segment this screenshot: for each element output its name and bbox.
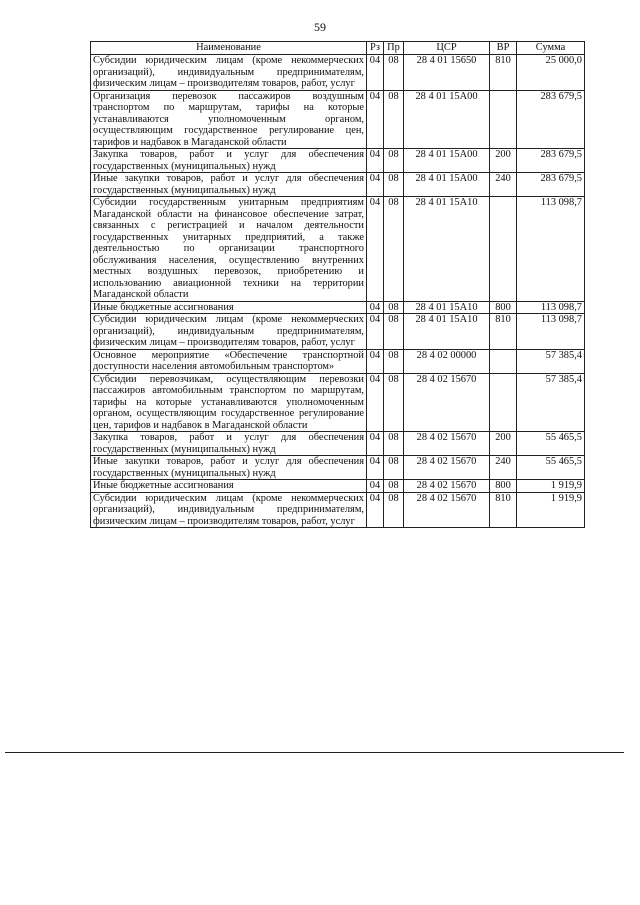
table-row: [91, 90, 585, 149]
row-pr: 08: [384, 349, 404, 373]
row-vr: 240: [490, 173, 517, 197]
row-sum: 55 465,5: [517, 432, 585, 456]
row-vr: 810: [490, 314, 517, 350]
row-name: Субсидии юридическим лицам (кроме некоммерческих организаций), индивидуальным предпринимателям, физическим лицам – производителям товаров, работ, услуг: [91, 55, 367, 91]
row-pr: 08: [384, 55, 404, 91]
row-rz: 04: [367, 432, 384, 456]
row-sum: 113 098,7: [517, 197, 585, 302]
row-name: Субсидии перевозчикам, осуществляющим перевозки пассажиров автомобильным транспортом по маршрутам, тарифы на которые устанавливаются уполномоченным органом, осуществляющим государственное регулирование цен, тарифов и надбавок в Магаданской области: [91, 373, 367, 432]
header-rz: Рз: [367, 42, 384, 55]
row-sum: 57 385,4: [517, 373, 585, 432]
row-sum: 283 679,5: [517, 149, 585, 173]
row-vr: 200: [490, 432, 517, 456]
row-vr: 810: [490, 55, 517, 91]
row-pr: 08: [384, 480, 404, 493]
row-pr: 08: [384, 173, 404, 197]
row-vr: 800: [490, 301, 517, 314]
row-sum: 283 679,5: [517, 90, 585, 149]
row-csr: 28 4 01 15А10: [404, 197, 490, 302]
row-csr: 28 4 02 15670: [404, 492, 490, 528]
header-vr: ВР: [490, 42, 517, 55]
table-row: [91, 173, 585, 197]
row-rz: 04: [367, 373, 384, 432]
row-sum: 1 919,9: [517, 480, 585, 493]
row-csr: 28 4 01 15А00: [404, 149, 490, 173]
row-rz: 04: [367, 55, 384, 91]
row-sum: 55 465,5: [517, 456, 585, 480]
table-row: [91, 314, 585, 350]
row-sum: 25 000,0: [517, 55, 585, 91]
row-pr: 08: [384, 90, 404, 149]
row-pr: 08: [384, 432, 404, 456]
row-sum: 283 679,5: [517, 173, 585, 197]
row-name: Субсидии юридическим лицам (кроме некоммерческих организаций), индивидуальным предпринимателям, физическим лицам – производителям товаров, работ, услуг: [91, 492, 367, 528]
row-rz: 04: [367, 301, 384, 314]
row-rz: 04: [367, 90, 384, 149]
table-row: [91, 432, 585, 456]
table-row: [91, 197, 585, 302]
row-sum: 113 098,7: [517, 314, 585, 350]
row-csr: 28 4 01 15А00: [404, 173, 490, 197]
row-name: Иные закупки товаров, работ и услуг для обеспечения государственных (муниципальных) нужд: [91, 173, 367, 197]
row-name: Иные бюджетные ассигнования: [91, 301, 367, 314]
table-row: [91, 149, 585, 173]
row-csr: 28 4 02 00000: [404, 349, 490, 373]
budget-table: [90, 41, 585, 528]
row-vr: 810: [490, 492, 517, 528]
row-sum: 113 098,7: [517, 301, 585, 314]
row-pr: 08: [384, 301, 404, 314]
row-name: Субсидии юридическим лицам (кроме некоммерческих организаций), индивидуальным предпринимателям, физическим лицам – производителям товаров, работ, услуг: [91, 314, 367, 350]
table-row: [91, 492, 585, 528]
row-csr: 28 4 01 15650: [404, 55, 490, 91]
table-row: [91, 349, 585, 373]
row-pr: 08: [384, 456, 404, 480]
table-row: [91, 55, 585, 91]
page-number: 59: [314, 20, 326, 34]
footer-divider: [5, 752, 624, 753]
row-csr: 28 4 01 15А00: [404, 90, 490, 149]
row-csr: 28 4 02 15670: [404, 480, 490, 493]
row-pr: 08: [384, 314, 404, 350]
row-vr: 800: [490, 480, 517, 493]
row-rz: 04: [367, 149, 384, 173]
row-vr: 240: [490, 456, 517, 480]
row-pr: 08: [384, 492, 404, 528]
row-vr: [490, 349, 517, 373]
row-rz: 04: [367, 492, 384, 528]
row-rz: 04: [367, 456, 384, 480]
row-name: Иные закупки товаров, работ и услуг для обеспечения государственных (муниципальных) нужд: [91, 456, 367, 480]
row-csr: 28 4 02 15670: [404, 373, 490, 432]
table-header-row: [91, 42, 585, 55]
row-rz: 04: [367, 173, 384, 197]
header-pr: Пр: [384, 42, 404, 55]
row-csr: 28 4 02 15670: [404, 456, 490, 480]
row-vr: [490, 373, 517, 432]
row-name: Организация перевозок пассажиров воздушным транспортом по маршрутам, тарифы на которые устанавливаются уполномоченным органом, осуществляющим государственное регулирование цен, тарифов и надбавок в Магаданской области: [91, 90, 367, 149]
row-csr: 28 4 02 15670: [404, 432, 490, 456]
row-vr: 200: [490, 149, 517, 173]
row-rz: 04: [367, 314, 384, 350]
table-row: [91, 480, 585, 493]
table-row: [91, 301, 585, 314]
row-csr: 28 4 01 15А10: [404, 314, 490, 350]
row-vr: [490, 197, 517, 302]
table-row: [91, 456, 585, 480]
row-name: Закупка товаров, работ и услуг для обеспечения государственных (муниципальных) нужд: [91, 432, 367, 456]
row-pr: 08: [384, 149, 404, 173]
row-rz: 04: [367, 349, 384, 373]
row-csr: 28 4 01 15А10: [404, 301, 490, 314]
row-rz: 04: [367, 480, 384, 493]
row-name: Субсидии государственным унитарным предприятиям Магаданской области на финансовое обеспечение затрат, связанных с регистрацией и началом деятельности государственных унитарных предприятий, а также деятельностью по организации транспортного обслуживания населения, осуществлению внутренних местных воздушных перевозок, приобретению и использованию авиационной техники на территории Магаданской области: [91, 197, 367, 302]
row-sum: 57 385,4: [517, 349, 585, 373]
header-name: Наименование: [91, 42, 367, 55]
table-row: [91, 373, 585, 432]
header-sum: Сумма: [517, 42, 585, 55]
header-csr: ЦСР: [404, 42, 490, 55]
row-pr: 08: [384, 197, 404, 302]
row-sum: 1 919,9: [517, 492, 585, 528]
row-name: Закупка товаров, работ и услуг для обеспечения государственных (муниципальных) нужд: [91, 149, 367, 173]
row-name: Основное мероприятие «Обеспечение транспортной доступности населения автомобильным транспортом»: [91, 349, 367, 373]
row-pr: 08: [384, 373, 404, 432]
row-name: Иные бюджетные ассигнования: [91, 480, 367, 493]
row-rz: 04: [367, 197, 384, 302]
row-vr: [490, 90, 517, 149]
